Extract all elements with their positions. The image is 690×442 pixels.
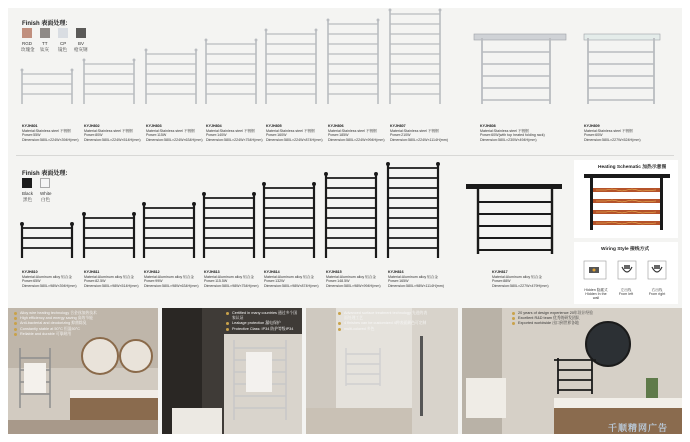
swatch-name-tt: 钛灰 [40,47,49,52]
spec-power: Power:132W [264,279,285,284]
spec-dimension: Dimension:580L×224W×874H(mm) [266,137,323,142]
swatch-code-rgd: RGD [22,41,32,46]
spec-code: KYJH810 [22,270,38,274]
swatch-code-black: Black [22,191,34,196]
spec-material: Material:Aluminum alloy 铝合金 [144,274,194,279]
aluminum-rail-2 [82,212,136,258]
spec-material: Material:Aluminum alloy 铝合金 [84,274,134,279]
feature-item: 4 finishes can be customized 4种表面颜色可定制 [338,321,428,326]
rail-cap [386,162,390,166]
feature-list-4 [512,311,632,327]
wiring-label: Hidden 隐藏式 [584,288,608,292]
spec-code: KYJH801 [22,124,38,128]
spec-code: KYJH808 [480,124,496,128]
rail-cap [132,212,136,216]
spec-kyjh814 [264,270,326,288]
swatch-name-rgd: 玫瑰金 [21,47,35,52]
spec-material: Material:Aluminum alloy 铝合金 [204,274,254,279]
stainless-rail-shelf-809 [584,34,660,104]
wiring-option-left [614,288,638,296]
spec-kyjh811 [84,270,146,288]
spec-power: Power:82.5W [84,279,106,284]
spec-kyjh806 [328,124,390,142]
spec-power: Power:210W [390,133,411,138]
spec-dimension: Dimension:580L×224W×634H(mm) [146,137,203,142]
spec-code: KYJH812 [144,270,160,274]
spec-power: Power:115.5W [204,279,228,284]
spec-dimension: Dimension:580L×224W×1114H(mm) [390,137,448,142]
spec-kyjh804 [206,124,268,142]
feature-item: Excellent R&D team 优秀的研发团队 [512,316,632,321]
spec-dimension: Dimension:580L×98W×1114H(mm) [388,283,444,288]
section-divider [16,155,674,156]
feature-item: Leakage protection 漏电保护 [226,321,300,326]
feature-item: Certified in many countries 通过多个国家认证 [226,311,300,321]
stainless-rail-shelf-808 [474,34,566,104]
wiring-option-right [644,288,670,296]
stainless-rail-2 [83,59,136,104]
wiring-sublabel: From left [618,292,634,296]
stainless-rail-illustrations [8,8,682,123]
spec-power: Power:140W [206,133,227,138]
feature-item: multi-colored 多色 [338,327,428,332]
spec-material: Material:Aluminum alloy 铝合金 [264,274,314,279]
spec-material: Material:Stainless steel 不锈钢 [328,128,377,133]
wiring-left-icon [618,261,636,279]
aluminum-rail-6 [324,172,378,258]
heating-schematic-illustration [582,172,672,234]
spec-dimension: Dimension:580L×224W×394H(mm) [22,137,79,142]
aluminum-rail-shelf-817 [466,184,562,254]
rail-cap [145,49,148,52]
spec-material: Material:Stainless steel 不锈钢 [206,128,255,133]
feature-item: Constantly stable at 50°C 恒温50°C [14,327,124,332]
stainless-rail-1 [21,69,74,104]
rail-cap [70,222,74,226]
wiring-label: 左出线 [620,288,632,292]
spec-code: KYJH811 [84,270,100,274]
wiring-hidden-icon [584,261,606,279]
spec-kyjh809 [584,124,646,142]
spec-kyjh801 [22,124,84,142]
wiring-right-icon [648,261,666,279]
spec-kyjh813 [204,270,266,288]
wiring-illustrations [580,255,674,285]
spec-material: Material:Stainless steel 不锈钢 [22,128,71,133]
spec-material: Material:Stainless steel 不锈钢 [146,128,195,133]
spec-material: Material:Stainless steel 不锈钢 [84,128,133,133]
rail-shelf [584,34,660,40]
feature-item: Exported worldwide 出口到世界各地 [512,321,632,326]
swatch-name-bv: 枪灰钢 [74,47,88,52]
spec-power: Power:99W [144,279,163,284]
spec-code: KYJH807 [390,124,406,128]
spec-dimension: Dimension:580L×98W×634H(mm) [144,283,199,288]
spec-dimension: Dimension:580L×230W×494H(mm) [480,137,537,142]
finish-title-aluminum: Finish 表面处理: [22,171,68,177]
rail-cap [439,9,442,12]
wiring-sublabel: Hidden In the wall [585,292,607,300]
feature-list-3 [338,311,428,332]
spec-code: KYJH813 [204,270,220,274]
rail-cap [20,222,24,226]
swatch-code-white: White [40,191,52,196]
spec-power: Power:160W [266,133,287,138]
aluminum-rail-4 [202,192,256,258]
photo-bathroom-4 [462,308,682,434]
wiring-option-hidden [582,288,610,300]
spec-power: Power:60W [584,133,603,138]
spec-material: Material:Aluminum alloy 铝合金 [326,274,376,279]
feature-list-1 [14,311,124,337]
spec-material: Material:Aluminum alloy 铝合金 [22,274,72,279]
spec-dimension: Dimension:580L×227W×479H(mm) [492,283,549,288]
rail-shelf [474,34,566,40]
spec-power: Power:165W [388,279,409,284]
spec-code: KYJH805 [266,124,282,128]
heating-schematic-panel [574,160,678,238]
spec-code: KYJH809 [584,124,600,128]
aluminum-rail-1 [20,222,74,258]
rail-cap [327,19,330,22]
rail-shelf [466,184,562,189]
rail-cap [377,19,380,22]
spec-kyjh817 [492,270,554,288]
spec-kyjh812 [144,270,206,288]
spec-power-extra: Power:60W(with top heated folding rack) [480,133,545,138]
rail-cap [436,162,440,166]
stainless-rail-4 [205,39,258,104]
photo-bathroom-3 [306,308,458,434]
heating-schematic-title: Heating Schematic 加热示意图 [598,165,667,170]
rail-cap [71,69,74,72]
spec-kyjh807 [390,124,452,142]
spec-power: Power:115W [146,133,167,138]
rail-cap [21,69,24,72]
stainless-rail-7 [389,9,442,104]
spec-dimension: Dimension:580L×98W×874H(mm) [264,283,319,288]
spec-power: Power:185W [328,133,349,138]
rail-cap [374,172,378,176]
spec-dimension: Dimension:580L×224W×514H(mm) [84,137,141,142]
feature-item: 20 years of design experience 20年设计经验 [512,311,632,316]
spec-dimension: Dimension:580L×227W×524H(mm) [584,137,641,142]
spec-material: Material:Aluminum alloy 铝合金 [388,274,438,279]
rail-cap [83,59,86,62]
rail-cap [133,59,136,62]
spec-material: Material:Stainless steel 不锈钢 [266,128,315,133]
spec-dimension: Dimension:580L×224W×754H(mm) [206,137,263,142]
spec-dimension: Dimension:580L×98W×394H(mm) [22,283,77,288]
photo-bathroom-2 [162,308,302,434]
rail-cap [312,182,316,186]
spec-dimension: Dimension:580L×98W×514H(mm) [84,283,139,288]
spec-code: KYJH803 [146,124,162,128]
spec-power: Power:65W [22,279,41,284]
finish-title-stainless: Finish 表面处理: [22,21,68,27]
rail-cap [262,182,266,186]
rail-cap [389,9,392,12]
feature-item: Anti-bacterial and deodorizing 抑菌除臭 [14,321,124,326]
spec-kyjh815 [326,270,388,288]
spec-power: Power:80W [84,133,103,138]
swatch-name-cp: 镜色 [58,47,67,52]
stainless-rail-5 [265,29,318,104]
feature-item: High efficiency and energy saving 高效节能 [14,316,124,321]
spec-material: Material:Stainless steel 不锈钢 [584,128,633,133]
feature-item: Reliable and durable 可靠耐用 [14,332,124,337]
rail-cap [142,202,146,206]
spec-material: Material:Aluminum alloy 铝合金 [492,274,542,279]
rail-cap [82,212,86,216]
spec-material: Material:Stainless steel 不锈钢 [390,128,439,133]
wiring-label: 右出线 [651,288,663,292]
rail-cap [205,39,208,42]
feature-list-2 [226,311,300,332]
spec-code: KYJH816 [388,270,404,274]
spec-kyjh808 [480,124,558,142]
rail-cap [192,202,196,206]
feature-item: Advanced surface treatment technology 先进的表面处理工艺 [338,311,428,321]
spec-code: KYJH806 [328,124,344,128]
spec-dimension: Dimension:580L×224W×994H(mm) [328,137,385,142]
spec-code: KYJH814 [264,270,280,274]
spec-power: Power:88W [492,279,511,284]
watermark: 千顺精网广告 [607,423,668,433]
aluminum-rail-illustrations [8,158,572,268]
photo-bathroom-1 [8,308,158,434]
spec-kyjh810 [22,270,84,288]
rail-cap [265,29,268,32]
spec-code: KYJH802 [84,124,100,128]
swatch-name-black: 黑色 [23,197,32,202]
rail-cap [255,39,258,42]
catalog-page [8,8,682,434]
bathroom-scene-4 [462,308,682,434]
swatch-code-bv: BV [78,41,85,46]
spec-material: Material:Stainless steel 不锈钢 [480,128,529,133]
spec-kyjh816 [388,270,450,288]
aluminum-rail-5 [262,182,316,258]
wiring-style-title: Wiring Style 接线方式 [601,247,650,252]
rail-cap [202,192,206,196]
swatch-code-cp: CP [60,41,67,46]
feature-item: Alloy wire heating technology 合金丝加热技术 [14,311,124,316]
wiring-sublabel: From right [648,292,666,296]
spec-kyjh805 [266,124,328,142]
spec-dimension: Dimension:580L×98W×754H(mm) [204,283,259,288]
spec-kyjh802 [84,124,146,142]
spec-code: KYJH815 [326,270,342,274]
rail-cap [324,172,328,176]
aluminum-rail-3 [142,202,196,258]
rail-cap [315,29,318,32]
heated-bars [593,188,660,225]
wiring-style-panel [574,242,678,304]
swatch-name-white: 白色 [41,197,50,202]
spec-code: KYJH804 [206,124,222,128]
spec-power: Power:55W [22,133,41,138]
rail-cap [195,49,198,52]
stainless-rail-3 [145,49,198,104]
stainless-rail-6 [327,19,380,104]
swatch-code-tt: TT [42,41,48,46]
spec-dimension: Dimension:580L×98W×994H(mm) [326,283,381,288]
feature-item: Protective Class: IP34 防护等级IP34 [226,327,300,332]
aluminum-rail-7 [386,162,440,258]
spec-kyjh803 [146,124,208,142]
spec-code: KYJH817 [492,270,508,274]
spec-power: Power:148.5W [326,279,350,284]
rail-cap [252,192,256,196]
